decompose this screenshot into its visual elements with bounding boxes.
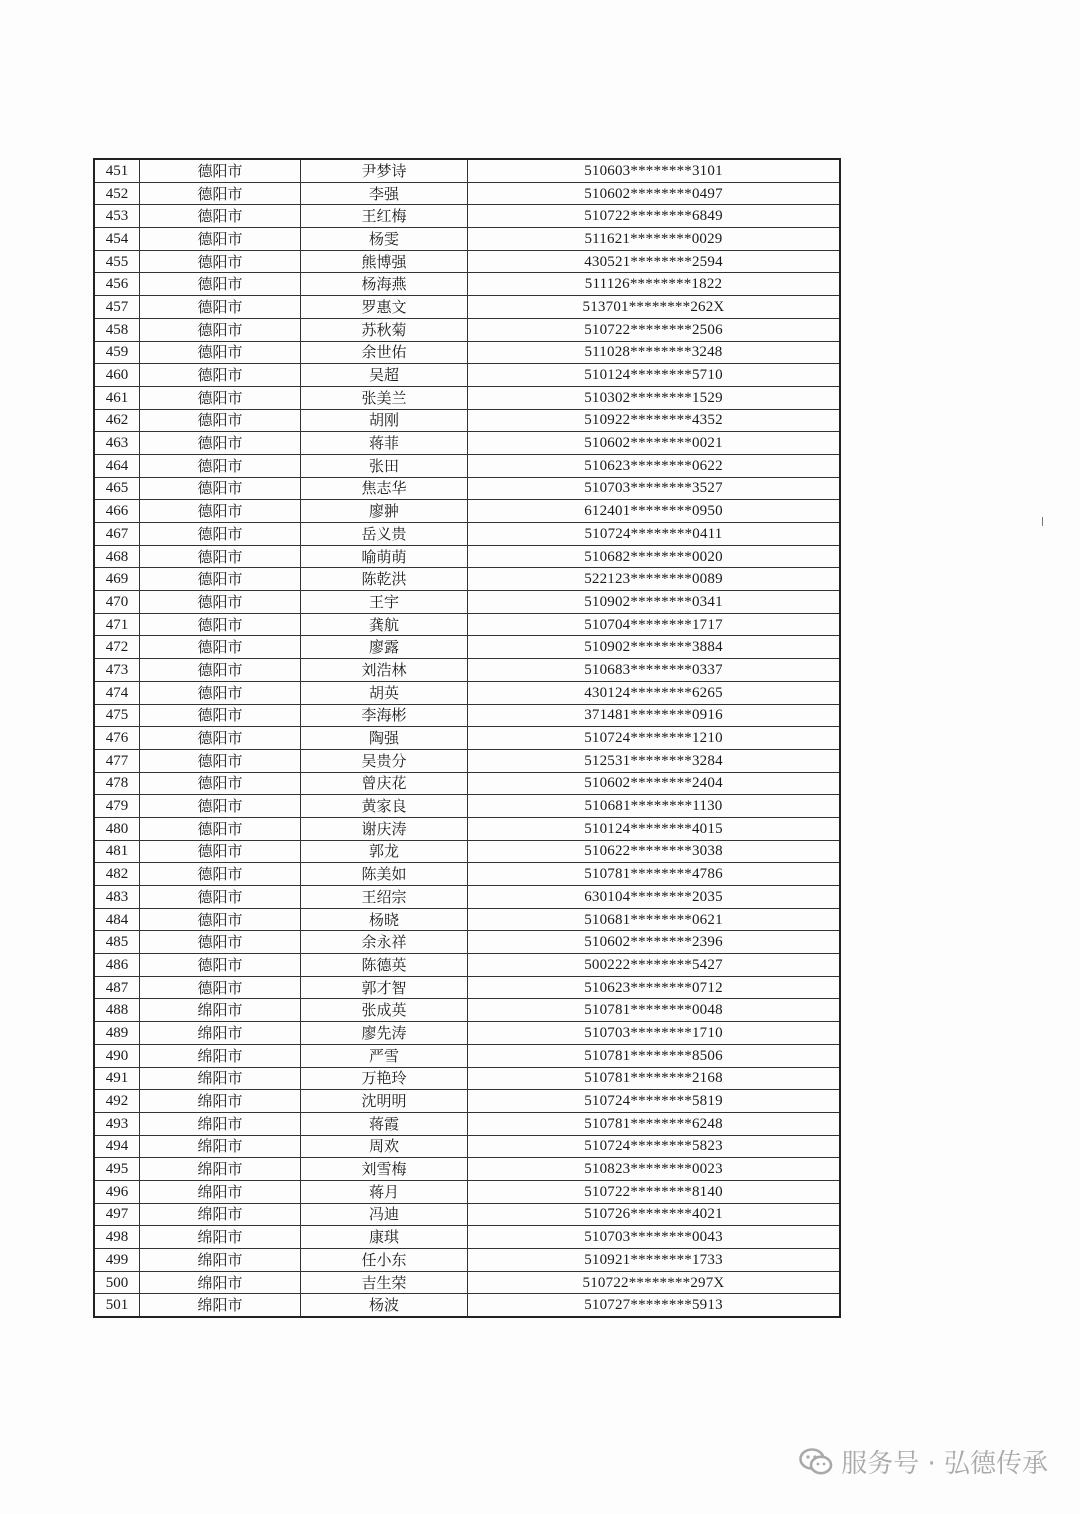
name-cell: 任小东 (301, 1249, 468, 1272)
name-cell: 胡英 (301, 681, 468, 704)
watermark (799, 1443, 1048, 1480)
name-cell: 喻萌萌 (301, 545, 468, 568)
name-cell: 蒋霞 (301, 1112, 468, 1135)
table-row (94, 1271, 840, 1294)
city-cell: 德阳市 (140, 341, 301, 364)
id-number-cell: 510902********3884 (468, 636, 841, 659)
table-row (94, 976, 840, 999)
row-number-cell: 461 (94, 386, 140, 409)
row-number-cell: 473 (94, 659, 140, 682)
row-number-cell: 480 (94, 817, 140, 840)
city-cell: 绵阳市 (140, 1226, 301, 1249)
table-row (94, 749, 840, 772)
table-row (94, 636, 840, 659)
city-cell: 绵阳市 (140, 1044, 301, 1067)
name-cell: 曾庆花 (301, 772, 468, 795)
name-cell: 李强 (301, 182, 468, 205)
table-row (94, 386, 840, 409)
table-row (94, 454, 840, 477)
scan-mark (1042, 517, 1043, 526)
id-number-cell: 511621********0029 (468, 228, 841, 251)
city-cell: 德阳市 (140, 681, 301, 704)
city-cell: 德阳市 (140, 591, 301, 614)
name-cell: 岳义贵 (301, 523, 468, 546)
table-row (94, 931, 840, 954)
city-cell: 绵阳市 (140, 1203, 301, 1226)
city-cell: 德阳市 (140, 954, 301, 977)
row-number-cell: 455 (94, 250, 140, 273)
table-row (94, 318, 840, 341)
name-cell: 刘浩林 (301, 659, 468, 682)
table-row (94, 545, 840, 568)
row-number-cell: 488 (94, 999, 140, 1022)
table-row (94, 273, 840, 296)
name-cell: 杨晓 (301, 908, 468, 931)
name-cell: 尹梦诗 (301, 159, 468, 182)
city-cell: 德阳市 (140, 976, 301, 999)
id-number-cell: 510602********2404 (468, 772, 841, 795)
id-number-cell: 371481********0916 (468, 704, 841, 727)
name-cell: 杨海燕 (301, 273, 468, 296)
row-number-cell: 486 (94, 954, 140, 977)
id-number-cell: 510602********0021 (468, 432, 841, 455)
city-cell: 绵阳市 (140, 1067, 301, 1090)
id-number-cell: 510623********0712 (468, 976, 841, 999)
table-row (94, 182, 840, 205)
id-number-cell: 510727********5913 (468, 1294, 841, 1317)
id-number-cell: 510703********1710 (468, 1022, 841, 1045)
table-row (94, 863, 840, 886)
name-cell: 余世佑 (301, 341, 468, 364)
name-cell: 谢庆涛 (301, 817, 468, 840)
table-row (94, 1226, 840, 1249)
name-cell: 陶强 (301, 727, 468, 750)
roster-table (93, 158, 841, 1318)
table-row (94, 477, 840, 500)
id-number-cell: 522123********0089 (468, 568, 841, 591)
table-row (94, 772, 840, 795)
id-number-cell: 510682********0020 (468, 545, 841, 568)
name-cell: 严雪 (301, 1044, 468, 1067)
row-number-cell: 468 (94, 545, 140, 568)
row-number-cell: 477 (94, 749, 140, 772)
row-number-cell: 481 (94, 840, 140, 863)
name-cell: 廖露 (301, 636, 468, 659)
table-row (94, 500, 840, 523)
id-number-cell: 510781********8506 (468, 1044, 841, 1067)
city-cell: 德阳市 (140, 477, 301, 500)
table-row (94, 886, 840, 909)
table-row (94, 205, 840, 228)
city-cell: 德阳市 (140, 863, 301, 886)
name-cell: 陈乾洪 (301, 568, 468, 591)
row-number-cell: 497 (94, 1203, 140, 1226)
id-number-cell: 510823********0023 (468, 1158, 841, 1181)
name-cell: 张美兰 (301, 386, 468, 409)
row-number-cell: 489 (94, 1022, 140, 1045)
id-number-cell: 511126********1822 (468, 273, 841, 296)
name-cell: 廖先涛 (301, 1022, 468, 1045)
id-number-cell: 430521********2594 (468, 250, 841, 273)
city-cell: 德阳市 (140, 908, 301, 931)
city-cell: 绵阳市 (140, 1294, 301, 1317)
id-number-cell: 510922********4352 (468, 409, 841, 432)
table-row (94, 432, 840, 455)
table-row (94, 364, 840, 387)
city-cell: 德阳市 (140, 749, 301, 772)
table-row (94, 1044, 840, 1067)
city-cell: 德阳市 (140, 545, 301, 568)
row-number-cell: 494 (94, 1135, 140, 1158)
row-number-cell: 499 (94, 1249, 140, 1272)
table-row (94, 908, 840, 931)
name-cell: 张田 (301, 454, 468, 477)
name-cell: 蒋菲 (301, 432, 468, 455)
row-number-cell: 469 (94, 568, 140, 591)
name-cell: 胡刚 (301, 409, 468, 432)
row-number-cell: 467 (94, 523, 140, 546)
table-row (94, 840, 840, 863)
name-cell: 苏秋菊 (301, 318, 468, 341)
city-cell: 德阳市 (140, 795, 301, 818)
city-cell: 德阳市 (140, 318, 301, 341)
name-cell: 万艳玲 (301, 1067, 468, 1090)
city-cell: 德阳市 (140, 228, 301, 251)
name-cell: 沈明明 (301, 1090, 468, 1113)
id-number-cell: 500222********5427 (468, 954, 841, 977)
table-row (94, 659, 840, 682)
city-cell: 德阳市 (140, 568, 301, 591)
table-row (94, 409, 840, 432)
id-number-cell: 510681********0621 (468, 908, 841, 931)
table-row (94, 159, 840, 182)
row-number-cell: 456 (94, 273, 140, 296)
row-number-cell: 451 (94, 159, 140, 182)
city-cell: 绵阳市 (140, 1249, 301, 1272)
name-cell: 冯迪 (301, 1203, 468, 1226)
id-number-cell: 510722********297X (468, 1271, 841, 1294)
table-row (94, 250, 840, 273)
city-cell: 绵阳市 (140, 1158, 301, 1181)
wechat-icon (799, 1447, 833, 1477)
name-cell: 罗惠文 (301, 296, 468, 319)
row-number-cell: 476 (94, 727, 140, 750)
row-number-cell: 492 (94, 1090, 140, 1113)
id-number-cell: 510681********1130 (468, 795, 841, 818)
row-number-cell: 483 (94, 886, 140, 909)
table-row (94, 681, 840, 704)
city-cell: 德阳市 (140, 659, 301, 682)
roster-table-body (94, 159, 840, 1317)
table-row (94, 1180, 840, 1203)
row-number-cell: 478 (94, 772, 140, 795)
row-number-cell: 487 (94, 976, 140, 999)
id-number-cell: 510724********1210 (468, 727, 841, 750)
city-cell: 德阳市 (140, 500, 301, 523)
row-number-cell: 470 (94, 591, 140, 614)
name-cell: 郭龙 (301, 840, 468, 863)
row-number-cell: 465 (94, 477, 140, 500)
name-cell: 黄家良 (301, 795, 468, 818)
table-row (94, 228, 840, 251)
row-number-cell: 464 (94, 454, 140, 477)
table-row (94, 704, 840, 727)
city-cell: 绵阳市 (140, 1135, 301, 1158)
city-cell: 德阳市 (140, 364, 301, 387)
row-number-cell: 475 (94, 704, 140, 727)
city-cell: 德阳市 (140, 840, 301, 863)
city-cell: 德阳市 (140, 636, 301, 659)
id-number-cell: 512531********3284 (468, 749, 841, 772)
row-number-cell: 500 (94, 1271, 140, 1294)
id-number-cell: 510722********8140 (468, 1180, 841, 1203)
city-cell: 德阳市 (140, 205, 301, 228)
row-number-cell: 496 (94, 1180, 140, 1203)
name-cell: 吉生荣 (301, 1271, 468, 1294)
name-cell: 吴贵分 (301, 749, 468, 772)
row-number-cell: 458 (94, 318, 140, 341)
id-number-cell: 510623********0622 (468, 454, 841, 477)
row-number-cell: 482 (94, 863, 140, 886)
city-cell: 德阳市 (140, 432, 301, 455)
row-number-cell: 493 (94, 1112, 140, 1135)
table-row (94, 954, 840, 977)
city-cell: 德阳市 (140, 931, 301, 954)
name-cell: 刘雪梅 (301, 1158, 468, 1181)
city-cell: 德阳市 (140, 296, 301, 319)
table-row (94, 591, 840, 614)
city-cell: 德阳市 (140, 250, 301, 273)
city-cell: 德阳市 (140, 409, 301, 432)
city-cell: 德阳市 (140, 454, 301, 477)
table-row (94, 795, 840, 818)
id-number-cell: 630104********2035 (468, 886, 841, 909)
city-cell: 绵阳市 (140, 999, 301, 1022)
id-number-cell: 510602********0497 (468, 182, 841, 205)
id-number-cell: 612401********0950 (468, 500, 841, 523)
row-number-cell: 462 (94, 409, 140, 432)
city-cell: 绵阳市 (140, 1112, 301, 1135)
table-row (94, 1294, 840, 1317)
id-number-cell: 510683********0337 (468, 659, 841, 682)
row-number-cell: 495 (94, 1158, 140, 1181)
id-number-cell: 510602********2396 (468, 931, 841, 954)
row-number-cell: 472 (94, 636, 140, 659)
table-row (94, 1022, 840, 1045)
city-cell: 德阳市 (140, 182, 301, 205)
id-number-cell: 510722********2506 (468, 318, 841, 341)
name-cell: 龚航 (301, 613, 468, 636)
id-number-cell: 511028********3248 (468, 341, 841, 364)
row-number-cell: 491 (94, 1067, 140, 1090)
name-cell: 王红梅 (301, 205, 468, 228)
row-number-cell: 485 (94, 931, 140, 954)
city-cell: 德阳市 (140, 817, 301, 840)
watermark-text: 服务号 · 弘德传承 (841, 1449, 1048, 1479)
row-number-cell: 490 (94, 1044, 140, 1067)
city-cell: 德阳市 (140, 727, 301, 750)
id-number-cell: 510124********5710 (468, 364, 841, 387)
id-number-cell: 510704********1717 (468, 613, 841, 636)
row-number-cell: 459 (94, 341, 140, 364)
name-cell: 杨波 (301, 1294, 468, 1317)
city-cell: 德阳市 (140, 159, 301, 182)
id-number-cell: 510703********3527 (468, 477, 841, 500)
name-cell: 王绍宗 (301, 886, 468, 909)
id-number-cell: 510603********3101 (468, 159, 841, 182)
id-number-cell: 510124********4015 (468, 817, 841, 840)
city-cell: 绵阳市 (140, 1022, 301, 1045)
id-number-cell: 510921********1733 (468, 1249, 841, 1272)
table-row (94, 296, 840, 319)
name-cell: 杨雯 (301, 228, 468, 251)
name-cell: 廖翀 (301, 500, 468, 523)
name-cell: 蒋月 (301, 1180, 468, 1203)
city-cell: 德阳市 (140, 386, 301, 409)
name-cell: 熊博强 (301, 250, 468, 273)
row-number-cell: 454 (94, 228, 140, 251)
id-number-cell: 510703********0043 (468, 1226, 841, 1249)
id-number-cell: 510622********3038 (468, 840, 841, 863)
row-number-cell: 452 (94, 182, 140, 205)
table-row (94, 999, 840, 1022)
row-number-cell: 479 (94, 795, 140, 818)
city-cell: 德阳市 (140, 772, 301, 795)
name-cell: 焦志华 (301, 477, 468, 500)
id-number-cell: 510781********4786 (468, 863, 841, 886)
table-row (94, 1112, 840, 1135)
id-number-cell: 510722********6849 (468, 205, 841, 228)
table-row (94, 341, 840, 364)
table-row (94, 727, 840, 750)
id-number-cell: 430124********6265 (468, 681, 841, 704)
row-number-cell: 466 (94, 500, 140, 523)
row-number-cell: 471 (94, 613, 140, 636)
city-cell: 德阳市 (140, 523, 301, 546)
table-row (94, 613, 840, 636)
name-cell: 王宇 (301, 591, 468, 614)
table-row (94, 1249, 840, 1272)
table-row (94, 1090, 840, 1113)
table-row (94, 523, 840, 546)
row-number-cell: 501 (94, 1294, 140, 1317)
id-number-cell: 510902********0341 (468, 591, 841, 614)
row-number-cell: 453 (94, 205, 140, 228)
id-number-cell: 510781********2168 (468, 1067, 841, 1090)
id-number-cell: 513701********262X (468, 296, 841, 319)
id-number-cell: 510781********6248 (468, 1112, 841, 1135)
name-cell: 周欢 (301, 1135, 468, 1158)
city-cell: 德阳市 (140, 704, 301, 727)
name-cell: 李海彬 (301, 704, 468, 727)
id-number-cell: 510724********5823 (468, 1135, 841, 1158)
table-row (94, 1158, 840, 1181)
row-number-cell: 474 (94, 681, 140, 704)
row-number-cell: 463 (94, 432, 140, 455)
city-cell: 德阳市 (140, 613, 301, 636)
id-number-cell: 510724********5819 (468, 1090, 841, 1113)
city-cell: 德阳市 (140, 273, 301, 296)
row-number-cell: 460 (94, 364, 140, 387)
id-number-cell: 510726********4021 (468, 1203, 841, 1226)
city-cell: 绵阳市 (140, 1090, 301, 1113)
name-cell: 康琪 (301, 1226, 468, 1249)
row-number-cell: 498 (94, 1226, 140, 1249)
table-row (94, 1135, 840, 1158)
name-cell: 陈美如 (301, 863, 468, 886)
id-number-cell: 510781********0048 (468, 999, 841, 1022)
city-cell: 绵阳市 (140, 1180, 301, 1203)
table-row (94, 1067, 840, 1090)
table-row (94, 568, 840, 591)
name-cell: 吴超 (301, 364, 468, 387)
city-cell: 德阳市 (140, 886, 301, 909)
id-number-cell: 510724********0411 (468, 523, 841, 546)
row-number-cell: 457 (94, 296, 140, 319)
table-row (94, 817, 840, 840)
name-cell: 陈德英 (301, 954, 468, 977)
table-row (94, 1203, 840, 1226)
name-cell: 郭才智 (301, 976, 468, 999)
id-number-cell: 510302********1529 (468, 386, 841, 409)
city-cell: 绵阳市 (140, 1271, 301, 1294)
name-cell: 余永祥 (301, 931, 468, 954)
row-number-cell: 484 (94, 908, 140, 931)
name-cell: 张成英 (301, 999, 468, 1022)
